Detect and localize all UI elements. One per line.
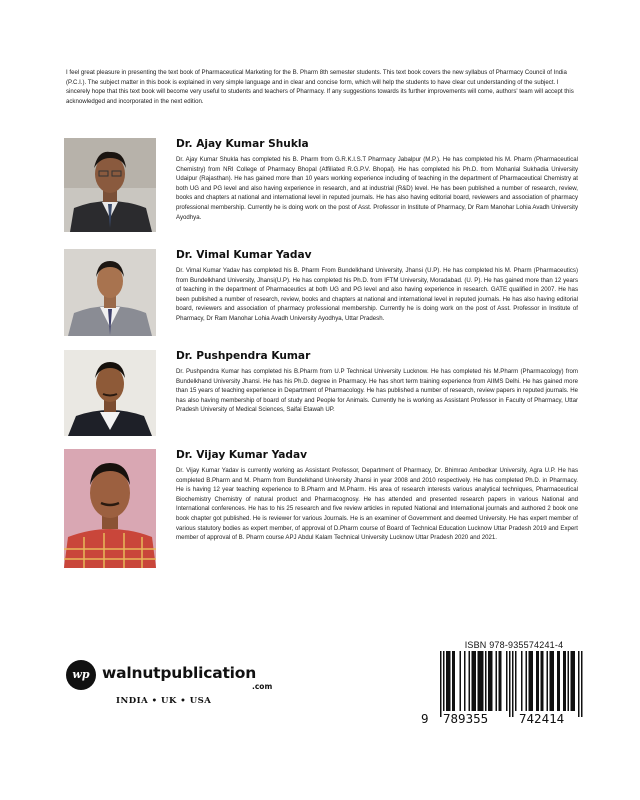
preface-text: I feel great pleasure in presenting the text book of Pharmaceutical Marketing for the B. Pharm 8th semester students. This text book covers the new syllabus of Pharmacy Council of India (P.C.I.). The subject matter in this book is explained in very simple language and in clear and concise form, which will help the students to have clear cut understanding of the subject. I sincerely hope that this text book will become very useful to students and teachers of Pharmacy. If any suggestions towards its further improvements will come, authors' team will accept this acknowledged and incorporated in the next edition. — [66, 69, 574, 105]
barcode-bar — [499, 651, 501, 711]
barcode-bar — [482, 651, 484, 711]
barcode-bar — [563, 651, 565, 711]
barcode-bar — [481, 651, 483, 711]
barcode-bar — [581, 651, 583, 717]
barcode-bar — [532, 651, 534, 711]
author-block — [64, 138, 584, 238]
publisher-logo-icon: wp — [66, 660, 96, 690]
barcode-bar — [479, 651, 481, 711]
barcode-bar — [557, 651, 559, 711]
author-bio: Dr. Vimal Kumar Yadav has completed his B. Pharm From Bundelkhand University, Jhansi (U.P). He has completed his M. Pharm (Pharmaceutics) from Bundelkhand University, Jhansi(U.P). He has completed his Ph.D. from IFTM University, Moradabad. (U. P). He has gained more than 12 years of teaching in the department of Pharmaceutics at both UG and PG level and also having experience in research. GATE qualified in 2007. He has been published a number of research, review, books and chapters at national and international level in reputed journals. He has also having editorial board, reviewers and association of pharmacy professional membership. Currently he is doing work on the post of Asst. Professor in Institute of Pharmacy, Dr Ram Manohar Lohia Avadh University Ayodhya, Uttar Pradesh. — [176, 267, 578, 322]
author-name: Dr. Ajay Kumar Shukla — [176, 138, 309, 150]
author-name: Dr. Vimal Kumar Yadav — [176, 249, 312, 261]
barcode-bar — [553, 651, 555, 711]
author-block — [64, 449, 584, 549]
barcode-bar — [496, 651, 498, 711]
barcode-bar — [506, 651, 508, 711]
barcode-bar — [529, 651, 531, 711]
barcode-bar — [521, 651, 523, 711]
barcode-bar — [449, 651, 451, 711]
barcode-bar — [478, 651, 480, 711]
barcode-bar — [472, 651, 474, 711]
barcode-bar — [500, 651, 502, 711]
barcode-bar — [550, 651, 552, 711]
author-bio: Dr. Vijay Kumar Yadav is currently working as Assistant Professor, Department of Pharmacy, Dr. Bhimrao Ambedkar University, Agra U.P. He has completed B.Pharm and M. Pharm from Bundelkhand University Jhansi in year 2008 and 2010 respectively. He has completed Ph.D. in Pharmacy. He is having 12 year teaching experience to B.Pharm and M.Pharm. His area of research interests various analytical techniques, Pharmaceutical Biochemistry Chemistry of natural product and Pharmacognosy. He has attended and presented research papers in various National and International conferences. He has to his 25 research and five review articles in reputed National and International journals and authored 2 book one book chapter got published. He is reviewer for various Journals. He is an examiner of Government and deemed University. He has expert member of various statutory bodies as expert member, of approval of D.Pharm course of Board of Technical Education Lucknow Uttar Pradesh 2019 and Expert member of approval of B. Pharm course APJ Abdul Kalam Technical University Lucknow Uttar Pradesh 2020 and 2021. — [176, 467, 578, 542]
barcode-bar — [512, 651, 514, 717]
author-portrait-image — [64, 350, 156, 436]
publisher-logo — [66, 658, 306, 718]
barcode-digits — [420, 711, 590, 727]
barcode-bar — [559, 651, 561, 711]
barcode-bar — [485, 651, 487, 711]
author-portrait-image — [64, 449, 156, 568]
author-name: Dr. Vijay Kumar Yadav — [176, 449, 308, 461]
isbn-label: ISBN 978-935574241-4 — [464, 640, 564, 650]
publisher-domain-suffix: .com — [252, 682, 273, 691]
barcode-bar — [452, 651, 454, 711]
barcode-bar — [515, 651, 517, 711]
author-photo — [64, 449, 156, 568]
barcode-bar — [443, 651, 445, 717]
barcode-bar — [538, 651, 540, 711]
author-photo — [64, 350, 156, 436]
author-photo — [64, 249, 156, 336]
barcode-bar — [446, 651, 448, 711]
barcode-bar — [578, 651, 580, 717]
barcode-bar — [460, 651, 462, 711]
barcode-bar — [464, 651, 466, 711]
barcode-bar — [469, 651, 471, 711]
barcode-bar — [541, 651, 543, 711]
barcode-digit-first: 9 — [421, 711, 429, 726]
author-bio: Dr. Pushpendra Kumar has completed his B.Pharm from U.P Technical University Lucknow. He has completed his M.Pharm (Pharmacology) from Bundelkhand University Jhansi. He has his Ph.D. degree in Pharmacy. He has short term training experience from AIIMS Delhi. He has gained more than 15 years of teaching experience in Department of Pharmacology. He has published a number of research, review papers in reputed journals. He has also having membership of board of study and People for Animals. Currently he is working as Assistant Professor in Faculty of Pharmacy, Uttar Pradesh University of Medical Sciences, Saifai Etawah UP. — [176, 368, 578, 414]
barcode-bar — [571, 651, 573, 711]
author-photo — [64, 138, 156, 232]
barcode-bar — [547, 651, 549, 711]
barcode-bar — [530, 651, 532, 711]
barcode-bar — [536, 651, 538, 711]
author-portrait-image — [64, 249, 156, 336]
barcode-bar — [565, 651, 567, 711]
barcode-bar — [490, 651, 492, 711]
author-block — [64, 350, 584, 450]
author-bio: Dr. Ajay Kumar Shukla has completed his B. Pharm from G.R.K.I.S.T Pharmacy Jabalpur (M.P.). He has completed his M. Pharm (Pharmaceutical Chemistry) from NRI College of Pharmacy Bhopal (Affiliated R.G.P.V. Bhopal). He has completed his Ph.D. from Mohanlal Sukhadia University Udaipur (Rajasthan). He has gained more than 10 years working experience including of teaching in the department of Pharmaceutical Chemistry at both UG and PG level and also having experience in research, and at industrial (R&D) level. He has been published a number of research, review, books and chapters at national and international level in reputed journals. He has also having editorial board, reviewers and association of pharmacy professional membership. Currently he is doing work on the post of Asst. Professor in Institute of Pharmacy, Dr Ram Manohar Lohia Avadh University Ayodhya. — [176, 156, 578, 221]
barcode-bar — [526, 651, 528, 711]
barcode-digits-left: 789355 — [443, 711, 489, 726]
barcode-bar — [542, 651, 544, 711]
author-portrait-image — [64, 138, 156, 232]
author-block — [64, 249, 584, 349]
publisher-regions: INDIA • UK • USA — [116, 696, 212, 706]
publisher-name: walnutpublication — [102, 664, 257, 682]
barcode-bar — [488, 651, 490, 711]
barcode-bar — [509, 651, 511, 717]
isbn-barcode — [420, 640, 590, 730]
barcode-digits-right: 742414 — [519, 711, 565, 726]
barcode-bar — [454, 651, 456, 711]
barcode-bars — [424, 651, 590, 719]
barcode-bar — [574, 651, 576, 711]
barcode-bar — [551, 651, 553, 711]
barcode-bar — [473, 651, 475, 711]
barcode-bar — [568, 651, 570, 711]
barcode-bar — [448, 651, 450, 711]
author-name: Dr. Pushpendra Kumar — [176, 350, 311, 362]
barcode-bar — [440, 651, 442, 717]
barcode-bar — [475, 651, 477, 711]
barcode-bar — [572, 651, 574, 711]
barcode-bar — [491, 651, 493, 711]
